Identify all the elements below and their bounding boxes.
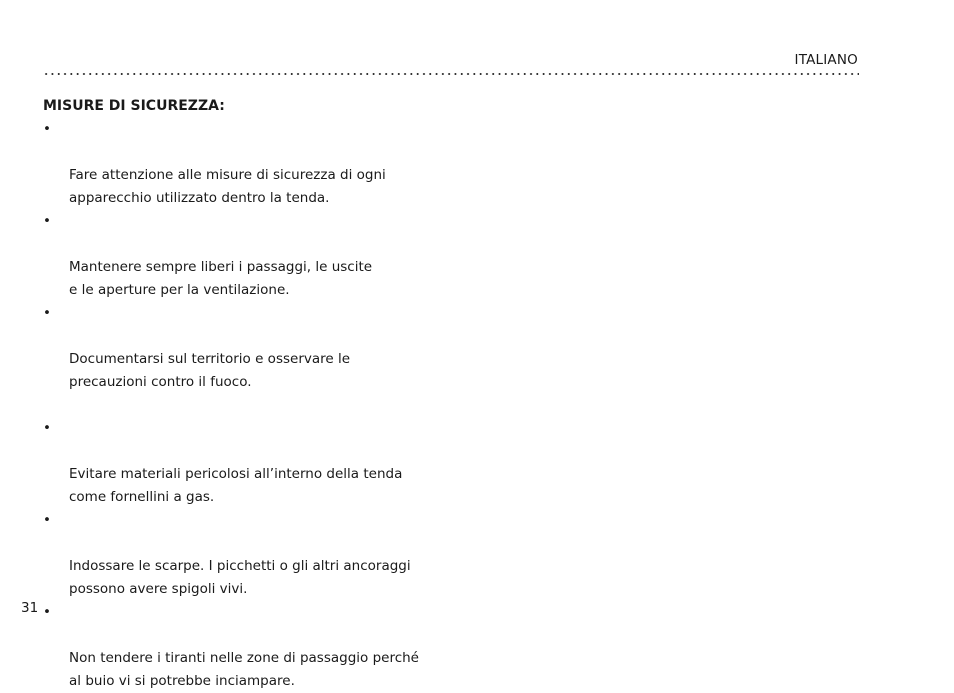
section-title: MISURE DI SICUREZZA:	[43, 98, 225, 114]
list-item-text: Mantenere sempre liberi i passaggi, le uscite e le aperture per la ventilazione.	[69, 259, 373, 298]
safety-section	[43, 96, 463, 693]
bullet-icon: •	[43, 121, 51, 137]
list-item-text: Documentarsi sul territorio e osservare le precauzioni contro il fuoco.	[69, 351, 351, 390]
list-item	[43, 601, 463, 693]
list-item-text: Indossare le scarpe. I picchetti o gli altri ancoraggi possono avere spigoli vivi.	[69, 558, 411, 597]
page-number: 31	[21, 600, 39, 616]
bullet-icon: •	[43, 305, 51, 321]
bullet-icon: •	[43, 604, 51, 620]
list-item	[43, 210, 463, 302]
header-divider	[43, 73, 859, 75]
list-item-text: Evitare materiali pericolosi all’interno della tenda come fornellini a gas.	[69, 466, 403, 505]
list-item-text: Fare attenzione alle misure di sicurezza di ogni apparecchio utilizzato dentro la tenda.	[69, 167, 386, 206]
safety-list-group-1	[43, 118, 463, 394]
language-label: ITALIANO	[794, 52, 858, 68]
bullet-icon: •	[43, 213, 51, 229]
bullet-icon: •	[43, 420, 51, 436]
list-item	[43, 118, 463, 210]
safety-list-group-2	[43, 417, 463, 693]
list-item	[43, 509, 463, 601]
bullet-icon: •	[43, 512, 51, 528]
list-spacer	[43, 394, 463, 417]
list-item	[43, 302, 463, 394]
list-item-text: Non tendere i tiranti nelle zone di passaggio perché al buio vi si potrebbe inciampare.	[69, 650, 419, 689]
list-item	[43, 417, 463, 509]
